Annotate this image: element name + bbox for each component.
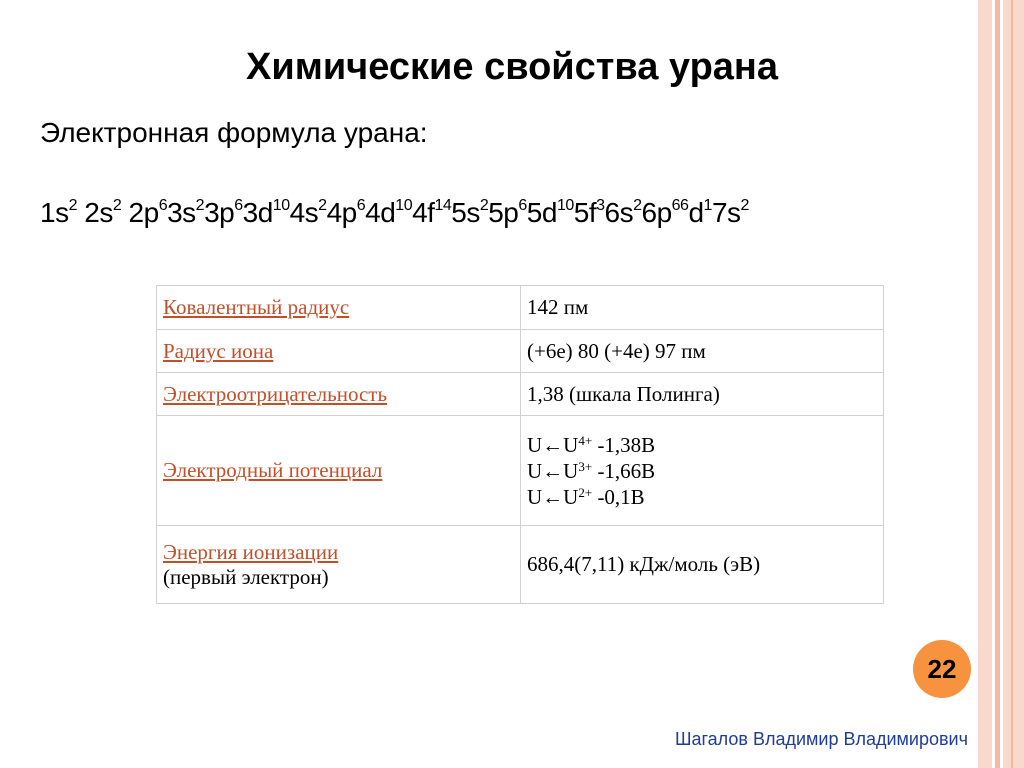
- property-link[interactable]: Радиус иона: [163, 338, 274, 363]
- formula-term: $6p^{66}$: [641, 197, 689, 228]
- formula-term: $6s^2$: [604, 197, 642, 228]
- property-value: [521, 416, 884, 526]
- property-note: (первый электрон): [163, 564, 329, 589]
- property-name: [157, 373, 521, 416]
- property-name: [157, 286, 521, 330]
- property-name: [157, 416, 521, 526]
- formula-term: $3d^{10}$: [242, 197, 290, 228]
- decor-stripe: [978, 0, 992, 768]
- formula-term: $5d^{10}$: [526, 197, 574, 228]
- table-row: [157, 416, 884, 526]
- formula-term: $5f^3$: [573, 197, 605, 228]
- table-row: [157, 330, 884, 373]
- slide-title: Химические свойства урана: [246, 46, 778, 88]
- formula-term: $4d^{10}$: [365, 197, 413, 228]
- formula-term: $2s^2$: [84, 197, 122, 228]
- property-value: 142 пм: [521, 286, 884, 330]
- potential-line: $U\leftarrow U^{3+}$ -1,66В: [527, 458, 656, 483]
- formula-term: $4s^2$: [289, 197, 327, 228]
- property-value: (+6e) 80 (+4e) 97 пм: [521, 330, 884, 373]
- formula-term: $3s^2$: [167, 197, 205, 228]
- slide-subtitle: Электронная формула урана:: [40, 117, 428, 148]
- formula-term: $4f^{14}$: [412, 197, 452, 228]
- property-value: 1,38 (шкала Полинга): [521, 373, 884, 416]
- decor-stripe: [1003, 0, 1024, 768]
- potential-line: $U\leftarrow U^{2+}$ -0,1В: [527, 484, 645, 509]
- table-row: [157, 286, 884, 330]
- electron-formula: [40, 197, 749, 229]
- formula-term: $1s^2$: [40, 197, 77, 228]
- property-link[interactable]: Электроотрицательность: [163, 381, 388, 406]
- formula-term: $2p^6$: [128, 197, 168, 228]
- property-link[interactable]: Энергия ионизации: [163, 539, 339, 564]
- formula-term: $7s^2$: [711, 197, 749, 228]
- potential-line: $U\leftarrow U^{4+}$ -1,38В: [527, 432, 656, 457]
- formula-term: $4p^6$: [326, 197, 366, 228]
- author-name: Шагалов Владимир Владимирович: [674, 729, 968, 749]
- table-row: [157, 373, 884, 416]
- formula-term: $5s^2$: [451, 197, 489, 228]
- property-value: 686,4(7,11) кДж/моль (эВ): [521, 526, 884, 604]
- decor-stripe: [1011, 0, 1013, 768]
- page-number-badge: 22: [913, 640, 971, 698]
- property-name: [157, 330, 521, 373]
- property-link[interactable]: Электродный потенциал: [163, 458, 383, 482]
- formula-term: $3p^6$: [204, 197, 243, 228]
- property-name: [157, 526, 521, 604]
- property-link[interactable]: Ковалентный радиус: [163, 295, 350, 319]
- properties-table: [156, 285, 884, 604]
- table-row: [157, 526, 884, 604]
- formula-term: $d^1$: [688, 197, 712, 228]
- formula-term: $5p^6$: [488, 197, 527, 228]
